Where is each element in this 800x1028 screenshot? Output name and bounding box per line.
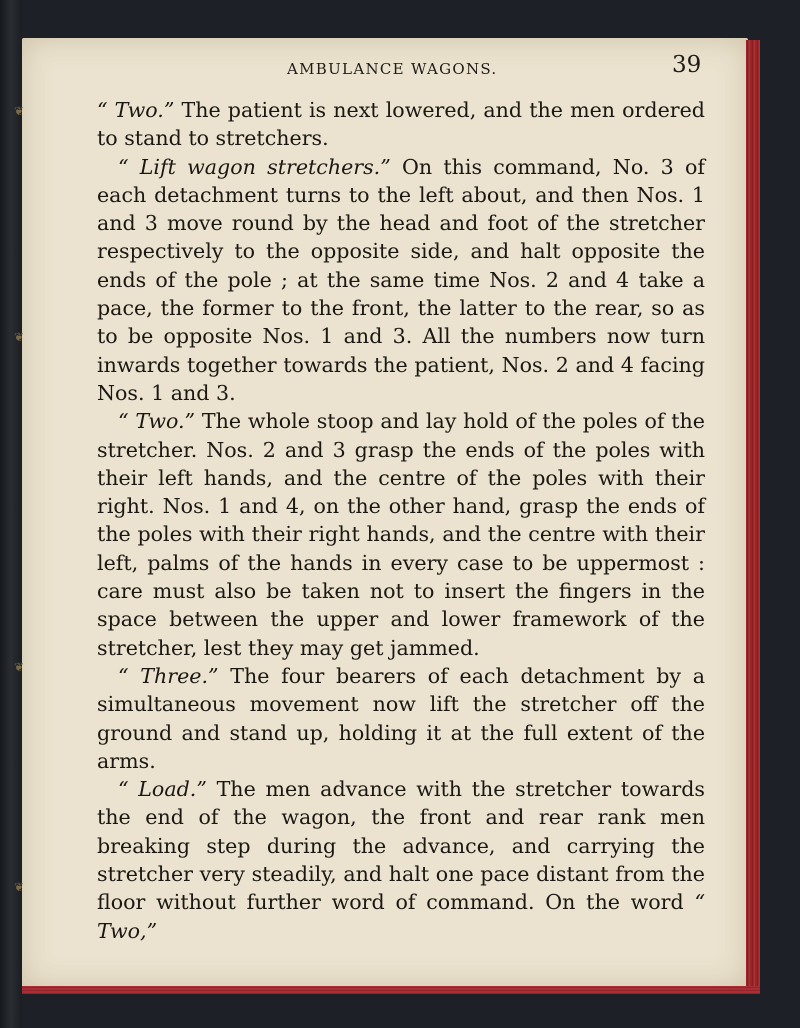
binding-mark: ❦ [14,660,25,674]
page-edge-bottom [22,986,760,994]
page-edge-right [746,40,760,988]
paragraph-text: The four bearers of each detachment by a simultaneous movement now lift the stretcher off the ground and stand up, holding it at the full extent of the arms. [97,663,705,773]
binding-mark: ❦ [14,880,25,894]
running-title: AMBULANCE WAGONS. [287,60,498,78]
paragraph-text: The patient is next lowered, and the men ordered to stand to stretchers. [97,98,705,151]
paragraph [97,407,705,662]
paragraph [97,775,705,945]
command-word: “ Two.” [97,98,175,122]
command-word: “ Two.” [118,409,196,434]
paragraph-text: The whole stoop and lay hold of the poles of the stretcher. Nos. 2 and 3 grasp the ends of the poles with their left hands, and the centre of the poles with their right. Nos. 1 and 4, on the other hand, grasp the ends of the poles with their right hands, and the centre with their left, palms of the hands in every case to be uppermost : care must also be taken not to insert the fingers in the space between the upper and lower framework of the stretcher, lest they may get jammed. [97,409,705,660]
command-word: “ Two,” [97,890,705,943]
page-number: 39 [672,52,702,78]
binding-mark: ❦ [14,104,25,118]
body-text [97,96,705,945]
paragraph-text: The men advance with the stretcher towards the end of the wagon, the front and rear rank men breaking step during the advance, and carrying the stretcher very steadily, and halt one pace distant from the floor without further word of command. On the word [97,777,706,915]
command-word: “ Lift wagon stretchers.” [118,154,391,179]
book-spine [0,0,25,1028]
paragraph [97,96,705,153]
paragraph-text: On this command, No. 3 of each detachment turns to the left about, and then Nos. 1 and 3 move round by the head and foot of the stretcher respectively to the opposite side, and halt opposite the ends of the pole ; at the same time Nos. 2 and 4 take a pace, the former to the front, the latter to the rear, so as to be opposite Nos. 1 and 3. All the numbers now turn inwards together towards the patient, Nos. 2 and 4 facing Nos. 1 and 3. [97,154,705,405]
page-header [22,38,748,88]
paragraph [97,153,705,408]
command-word: “ Load.” [118,777,207,802]
binding-mark: ❦ [14,330,25,344]
paragraph [97,662,705,775]
command-word: “ Three.” [118,663,219,688]
